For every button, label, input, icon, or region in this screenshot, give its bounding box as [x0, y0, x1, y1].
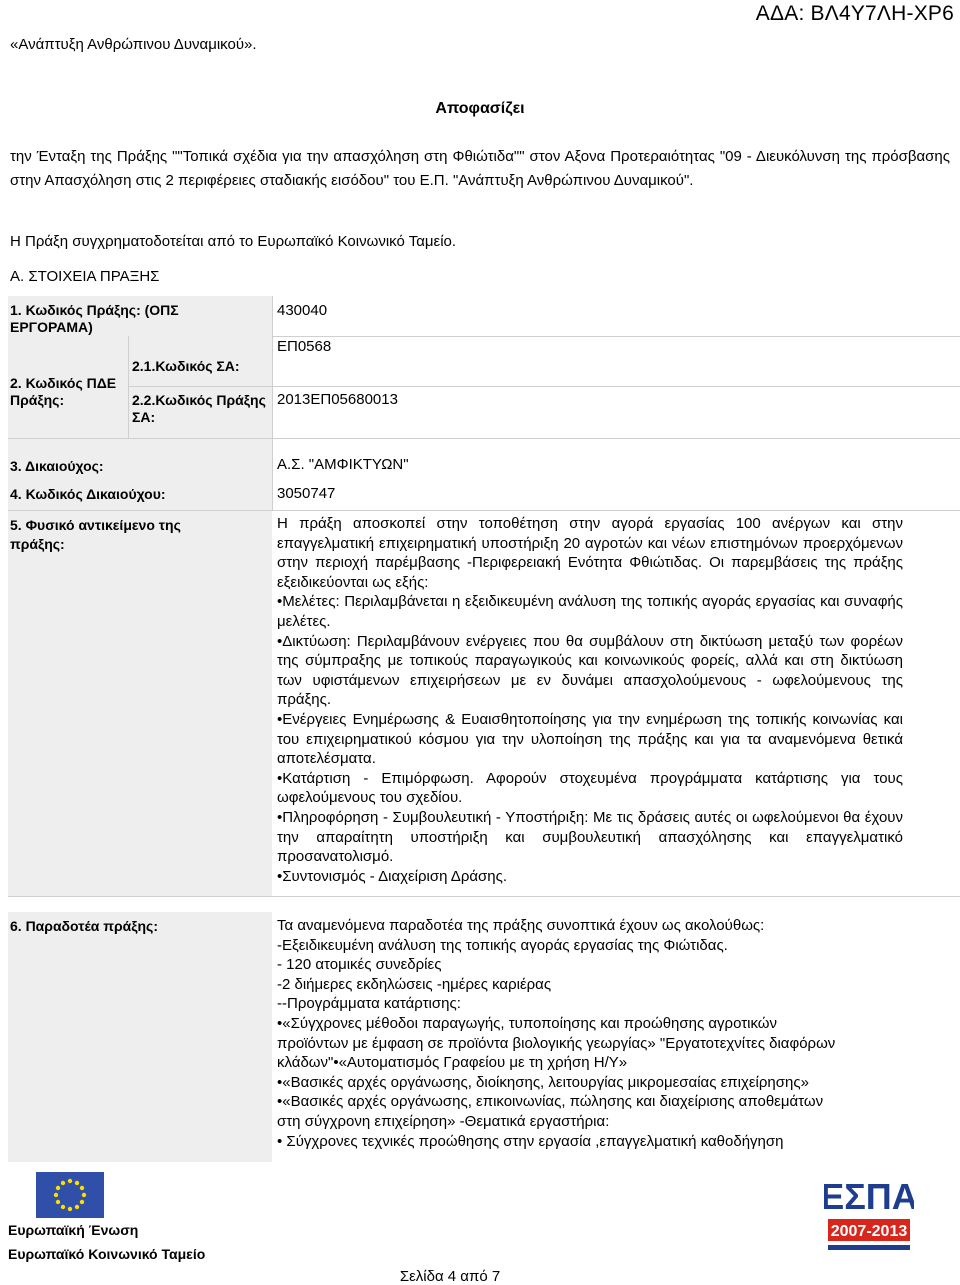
row2-1-label: 2.1.Κωδικός ΣΑ:	[132, 358, 240, 374]
table-divider	[8, 896, 960, 897]
row5-line: •Δικτύωση: Περιλαμβάνουν ενέργειες που θα συμβάλουν στη δικτύωση μεταξύ των φορέων της σύμπραξης με τοπικούς παραγωγικούς και κοινωνικούς φορείς, αλλά και στη δικτύωση των υφιστάμενων επιχειρήσεων με εν δυνάμει απασχολούμενους - ωφελούμενους της πράξης.	[277, 632, 903, 709]
row6-line: -2 διήμερες εκδηλώσεις -ημέρες καριέρας	[277, 975, 552, 993]
eu-flag-icon	[36, 1172, 104, 1218]
row6-line: Τα αναμενόμενα παραδοτέα της πράξης συνοπτικά έχουν ως ακολούθως:	[277, 917, 765, 934]
funding-text: Η Πράξη συγχρηματοδοτείται από το Ευρωπαϊκό Κοινωνικό Ταμείο.	[10, 233, 457, 250]
esf-text: Ευρωπαϊκό Κοινωνικό Ταμείο	[8, 1246, 206, 1262]
label-cell-bg-5	[8, 510, 272, 896]
row6-line: στη σύγχρονη επιχείρηση» -Θεματικά εργαστήρια:	[277, 1112, 610, 1130]
espa-logo-text: ΕΣΠΑ	[824, 1176, 914, 1217]
continuation-text: «Ανάπτυξη Ανθρώπινου Δυναμικού».	[10, 36, 257, 53]
ada-code: ΑΔΑ: ΒΛ4Υ7ΛΗ-ΧΡ6	[755, 2, 954, 25]
row5-line: •Πληροφόρηση - Συμβουλευτική - Υποστήριξη: Με τις δράσεις αυτές οι ωφελούμενοι θα έχουν την απαραίτητη υποστήριξη και συμβουλευτική απασχόλησης και επαγγελματικό προσανατολισμό.	[277, 808, 903, 866]
row6-body	[277, 916, 903, 1151]
row4-value: 3050747	[277, 485, 336, 502]
row6-label: 6. Παραδοτέα πράξης:	[10, 918, 158, 934]
row6-line: -Εξειδικευμένη ανάλυση της τοπικής αγοράς εργασίας της Φιώτιδας.	[277, 936, 728, 954]
table-divider	[128, 336, 129, 438]
espa-logo	[824, 1165, 914, 1260]
row6-line: προϊόντων με έμφαση σε προϊόντα βιολογικής γεωργίας» "Εργατοτεχνίτες διαφόρων	[277, 1034, 836, 1052]
row2-label: 2. Κωδικός ΠΔΕ Πράξης:	[10, 375, 117, 408]
row5-line: •Ενέργειες Ενημέρωσης & Ευαισθητοποίησης για την ενημέρωση της τοπικής κοινωνίας και του επιχειρηματικού κόσμου για την υλοποίηση της πράξης και για τα αναμενόμενα θετικά αποτελέσματα.	[277, 710, 903, 768]
row5-label: 5. Φυσικό αντικείμενο της πράξης:	[10, 517, 181, 552]
page-number: Σελίδα 4 από 7	[399, 1268, 501, 1285]
row3-value: Α.Σ. "ΑΜΦΙΚΤΥΩΝ"	[277, 456, 409, 473]
row6-line: κλάδων"•«Αυτοματισμός Γραφείου με τη χρήση Η/Υ»	[277, 1054, 628, 1072]
row5-body	[277, 514, 903, 886]
eu-union-text: Ευρωπαϊκή Ένωση	[8, 1222, 139, 1238]
table-divider	[8, 438, 960, 439]
row6-line: --Προγράμματα κατάρτισης:	[277, 995, 461, 1013]
eu-stars-icon	[36, 1172, 104, 1218]
row2-1-value: ΕΠ0568	[277, 338, 332, 355]
row5-line: •Συντονισμός - Διαχείριση Δράσης.	[277, 867, 508, 885]
label-cell-bg-6	[8, 912, 272, 1162]
decision-heading: Αποφασίζει	[435, 100, 525, 117]
row5-line: Η πράξη αποσκοπεί στην τοποθέτηση στην αγορά εργασίας 100 ανέργων και στην επαγγελματική επιχειρηματική υποστήριξη 20 αγροτών και νέων επιστημόνων προερχόμενων στην περιοχή παρέμβασης -Περιφερειακή Ενότητα Φθιώτιδας. Οι παρεμβάσεις της πράξης εξειδικεύονται ως εξής:	[277, 515, 903, 591]
row2-2-label: 2.2.Κωδικός Πράξης ΣΑ:	[132, 392, 266, 425]
row3-label: 3. Δικαιούχος:	[10, 458, 104, 474]
table-divider	[128, 386, 960, 387]
row4-label: 4. Κωδικός Δικαιούχου:	[10, 486, 166, 502]
section-title: Α. ΣΤΟΙΧΕΙΑ ΠΡΑΞΗΣ	[10, 268, 160, 285]
row1-value: 430040	[277, 302, 328, 319]
table-divider	[272, 336, 960, 337]
row5-line: •Κατάρτιση - Επιμόρφωση. Αφορούν στοχευμένα προγράμματα κατάρτισης για τους ωφελούμενους του σχεδίου.	[277, 769, 903, 807]
row5-line: •Μελέτες: Περιλαμβάνεται η εξειδικευμένη ανάλυση της τοπικής αγοράς εργασίας και συναφής μελέτες.	[277, 593, 903, 630]
table-divider	[8, 510, 960, 511]
row6-line: •«Βασικές αρχές οργάνωσης, επικοινωνίας, πώλησης και διαχείρισης αποθεμάτων	[277, 1093, 824, 1111]
espa-logo-icon	[824, 1165, 914, 1260]
row6-line: • Σύγχρονες τεχνικές προώθησης στην εργασία ,επαγγελματική καθοδήγηση	[277, 1132, 784, 1150]
espa-years-text: 2007-2013	[830, 1223, 908, 1240]
row1-label: 1. Κωδικός Πράξης: (ΟΠΣ ΕΡΓΟΡΑΜΑ)	[10, 302, 179, 335]
row6-line: - 120 ατομικές συνεδρίες	[277, 956, 442, 974]
row6-line: •«Βασικές αρχές οργάνωσης, διοίκησης, λειτουργίας μικρομεσαίας επιχείρησης»	[277, 1073, 809, 1091]
row2-2-value: 2013ΕΠ05680013	[277, 391, 398, 408]
decision-paragraph: την Ένταξη της Πράξης ""Τοπικά σχέδια για την απασχόληση στη Φθιώτιδα"" στον Αξονα Προτεραιότητας "09 - Διευκόλυνση της πρόσβασης στην Απασχόληση στις 2 περιφέρειες σταδιακής εισόδου" του Ε.Π. "Ανάπτυξη Ανθρώπινου Δυναμικού".	[10, 148, 950, 189]
row6-line: •«Σύγχρονες μέθοδοι παραγωγής, τυποποίησης και προώθησης αγροτικών	[277, 1014, 778, 1032]
